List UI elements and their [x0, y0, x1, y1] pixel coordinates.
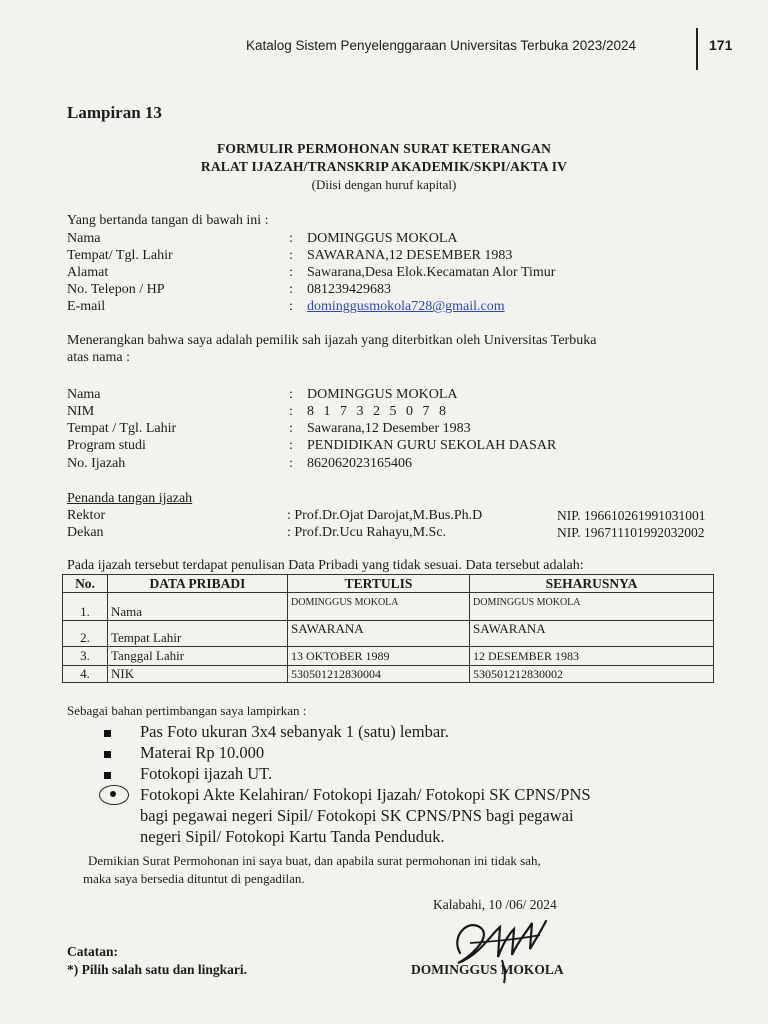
field-value-name: DOMINGGUS MOKOLA	[307, 231, 458, 246]
field-colon: :	[289, 456, 293, 471]
row-no: 1.	[63, 593, 108, 621]
field-colon: :	[289, 265, 293, 280]
bullet-square-icon	[104, 772, 111, 779]
table-row	[63, 647, 714, 666]
col-header-written: TERTULIS	[288, 575, 470, 593]
signatory-role-dean: Dekan	[67, 525, 104, 540]
field-colon: :	[289, 282, 293, 297]
row-written: 13 OKTOBER 1989	[288, 647, 470, 666]
page-number: 171	[709, 37, 733, 53]
signatory-name-dean: : Prof.Dr.Ucu Rahayu,M.Sc.	[287, 525, 447, 540]
signatory-role-rector: Rektor	[67, 508, 106, 523]
field-value-email[interactable]: dominggusmokola728@gmail.com	[307, 299, 505, 314]
field-colon: :	[289, 299, 293, 314]
field-colon: :	[289, 248, 293, 263]
field-value-phone: 081239429683	[307, 282, 391, 297]
field-label-email: E-mail	[67, 299, 106, 314]
attachments-intro: Sebagai bahan pertimbangan saya lampirkan :	[67, 703, 307, 718]
row-no: 2.	[63, 621, 108, 647]
row-field: Nama	[108, 593, 288, 621]
row-no: 4.	[63, 666, 108, 683]
field-label-birth: Tempat/ Tgl. Lahir	[67, 248, 173, 263]
row-field: Tempat Lahir	[108, 621, 288, 647]
owner-label-diploma-no: No. Ijazah	[67, 456, 126, 471]
bullet-square-icon	[104, 730, 111, 737]
table-row	[63, 621, 714, 647]
signature-place-date: Kalabahi, 10 /06/ 2024	[433, 897, 557, 912]
correction-table	[62, 574, 714, 683]
closing-line1: Demikian Surat Permohonan ini saya buat, dan apabila surat permohonan ini tidak sah,	[88, 853, 541, 868]
statement-line1: Menerangkan bahwa saya adalah pemilik sah ijazah yang diterbitkan oleh Universitas Terbuka	[67, 333, 597, 348]
signatories-heading: Penanda tangan ijazah	[67, 491, 193, 506]
signatory-nip-rector: NIP. 196610261991031001	[557, 508, 706, 523]
attachment-item-diploma: Fotokopi ijazah UT.	[140, 764, 273, 783]
field-value-address: Sawarana,Desa Elok.Kecamatan Alor Timur	[307, 265, 556, 280]
statement-line2: atas nama :	[67, 350, 130, 365]
row-correct: 12 DESEMBER 1983	[470, 647, 714, 666]
signature-name: DOMINGGUS MOKOLA	[411, 962, 564, 977]
form-title-note: (Diisi dengan huruf kapital)	[311, 177, 457, 192]
row-correct: 530501212830002	[470, 666, 714, 683]
field-label-address: Alamat	[67, 265, 109, 280]
closing-line2: maka saya bersedia dituntut di pengadilan.	[83, 871, 305, 886]
table-row	[63, 666, 714, 683]
row-written: DOMINGGUS MOKOLA	[288, 593, 470, 621]
notes-text: *) Pilih salah satu dan lingkari.	[67, 962, 248, 977]
owner-value-diploma-no: 862062023165406	[307, 456, 412, 471]
owner-label-program: Program studi	[67, 438, 146, 453]
row-written: SAWARANA	[288, 621, 470, 647]
signatory-name-rector: : Prof.Dr.Ojat Darojat,M.Bus.Ph.D	[287, 508, 483, 523]
owner-value-program: PENDIDIKAN GURU SEKOLAH DASAR	[307, 438, 557, 453]
col-header-correct: SEHARUSNYA	[470, 575, 714, 593]
row-correct: SAWARANA	[470, 621, 714, 647]
field-label-name: Nama	[67, 231, 101, 246]
attachment-item-photo: Pas Foto ukuran 3x4 sebanyak 1 (satu) lembar.	[140, 722, 449, 741]
field-value-birth: SAWARANA,12 DESEMBER 1983	[307, 248, 513, 263]
form-title-line1: FORMULIR PERMOHONAN SURAT KETERANGAN	[216, 141, 552, 156]
field-label-phone: No. Telepon / HP	[67, 282, 165, 297]
field-colon: :	[289, 404, 293, 419]
table-intro: Pada ijazah tersebut terdapat penulisan Data Pribadi yang tidak sesuai. Data tersebut adalah:	[67, 558, 584, 573]
field-colon: :	[289, 387, 293, 402]
table-header-row	[63, 575, 714, 593]
field-colon: :	[289, 421, 293, 436]
row-correct: DOMINGGUS MOKOLA	[470, 593, 714, 621]
attachment-item-stamp: Materai Rp 10.000	[140, 743, 265, 762]
owner-label-birth: Tempat / Tgl. Lahir	[67, 421, 177, 436]
row-field: Tanggal Lahir	[108, 647, 288, 666]
row-written: 530501212830004	[288, 666, 470, 683]
owner-value-name: DOMINGGUS MOKOLA	[307, 387, 458, 402]
form-title-line2: RALAT IJAZAH/TRANSKRIP AKADEMIK/SKPI/AKTA IV	[200, 159, 568, 174]
bullet-dot-icon	[110, 791, 116, 797]
attachment-item-circled-line2: bagi pegawai negeri Sipil/ Fotokopi SK CPNS/PNS bagi pegawai	[140, 806, 574, 825]
signatory-nip-dean: NIP. 196711101992032002	[557, 525, 705, 540]
applicant-intro: Yang bertanda tangan di bawah ini :	[67, 213, 269, 228]
row-no: 3.	[63, 647, 108, 666]
attachment-label: Lampiran 13	[67, 103, 162, 122]
col-header-no: No.	[63, 575, 108, 593]
header-divider	[696, 28, 698, 70]
catalog-header: Katalog Sistem Penyelenggaraan Universitas Terbuka 2023/2024	[246, 38, 637, 53]
notes-heading: Catatan:	[67, 944, 118, 959]
col-header-field: DATA PRIBADI	[108, 575, 288, 593]
owner-label-nim: NIM	[67, 404, 95, 419]
owner-value-nim: 8 1 7 3 2 5 0 7 8	[307, 404, 449, 419]
row-field: NIK	[108, 666, 288, 683]
attachment-item-circled-line1: Fotokopi Akte Kelahiran/ Fotokopi Ijazah/ Fotokopi SK CPNS/PNS	[140, 785, 591, 804]
table-row	[63, 593, 714, 621]
field-colon: :	[289, 231, 293, 246]
owner-label-name: Nama	[67, 387, 101, 402]
field-colon: :	[289, 438, 293, 453]
bullet-square-icon	[104, 751, 111, 758]
owner-value-birth: Sawarana,12 Desember 1983	[307, 421, 471, 436]
attachment-item-circled-line3: negeri Sipil/ Fotokopi Kartu Tanda Penduduk.	[140, 827, 445, 846]
